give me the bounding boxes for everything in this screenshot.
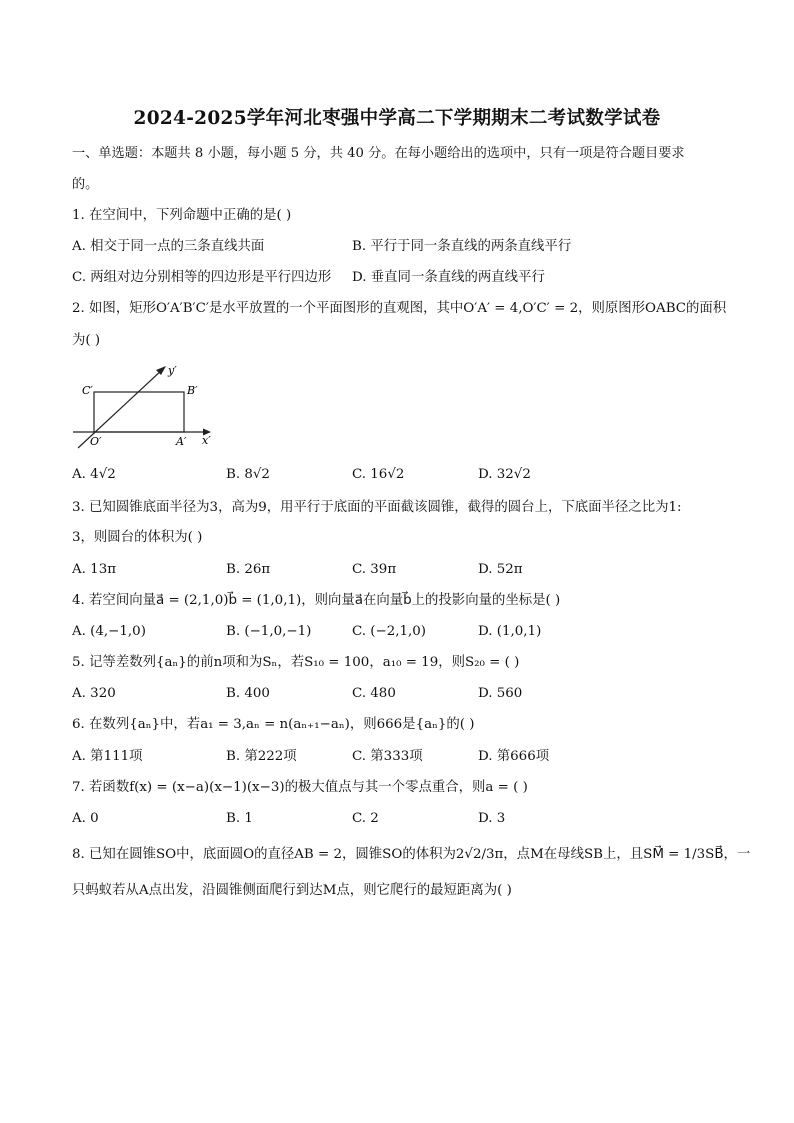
question-1-stem: 1. 在空间中，下列命题中正确的是( ) (72, 208, 292, 223)
question-6-option-a: A. 第111项 (72, 749, 143, 764)
question-6-option-d: D. 第666项 (478, 749, 550, 764)
question-1-option-a: A. 相交于同一点的三条直线共面 (72, 239, 265, 254)
question-7-option-b: B. 1 (226, 811, 253, 826)
question-4-stem: 4. 若空间向量a⃗ = (2,1,0)b⃗ = (1,0,1)，则向量a⃗在向量b⃗上的投影向量的坐标是( ) (72, 593, 561, 608)
label-x-prime: x′ (202, 434, 211, 447)
question-3-option-b: B. 26π (226, 562, 271, 577)
question-2-stem-line-2: 为( ) (72, 333, 101, 348)
question-1-option-b: B. 平行于同一条直线的两条直线平行 (352, 239, 572, 254)
question-2-option-d: D. 32√2 (478, 467, 531, 482)
question-2-option-a: A. 4√2 (72, 467, 116, 482)
section-header-line-1: 一、单选题：本题共 8 小题，每小题 5 分，共 40 分。在每小题给出的选项中，只有一项是符合题目要求 (72, 146, 685, 161)
question-4-option-d: D. (1,0,1) (478, 624, 542, 639)
question-2-figure (68, 360, 228, 450)
section-header-line-2: 的。 (72, 177, 99, 192)
question-8-stem-line-1: 8. 已知在圆锥SO中，底面圆O的直径AB = 2，圆锥SO的体积为2√2/3π，点M在母线SB上，且SM⃗ = 1/3SB⃗，一 (72, 847, 751, 862)
question-3-option-d: D. 52π (478, 562, 523, 577)
question-8-stem-line-2: 只蚂蚁若从A点出发，沿圆锥侧面爬行到达M点，则它爬行的最短距离为( ) (72, 883, 512, 898)
question-5-option-c: C. 480 (352, 686, 396, 701)
question-2-stem-line-1: 2. 如图，矩形O′A′B′C′是水平放置的一个平面图形的直观图，其中O′A′ = 4,O′C′ = 2，则原图形OABC的面积 (72, 301, 727, 316)
question-6-option-b: B. 第222项 (226, 749, 297, 764)
question-6-stem: 6. 在数列{aₙ}中，若a₁ = 3,aₙ = n(aₙ₊₁−aₙ)，则666是{aₙ}的( ) (72, 717, 475, 732)
question-7-stem: 7. 若函数f(x) = (x−a)(x−1)(x−3)的极大值点与其一个零点重合，则a = ( ) (72, 780, 528, 795)
question-3-option-c: C. 39π (352, 562, 397, 577)
question-5-option-d: D. 560 (478, 686, 523, 701)
rectangle-oabc (94, 392, 184, 432)
question-1-option-c: C. 两组对边分别相等的四边形是平行四边形 (72, 270, 332, 285)
page-title: 2024-2025学年河北枣强中学高二下学期期末二考试数学试卷 (133, 108, 661, 129)
question-5-option-b: B. 400 (226, 686, 270, 701)
question-1-option-d: D. 垂直同一条直线的两直线平行 (352, 270, 545, 285)
label-y-prime: y′ (168, 364, 177, 377)
label-a-prime: A′ (176, 435, 187, 448)
question-4-option-b: B. (−1,0,−1) (226, 624, 312, 639)
question-7-option-d: D. 3 (478, 811, 506, 826)
question-3-stem-line-2: 3，则圆台的体积为( ) (72, 530, 203, 545)
question-3-stem-line-1: 3. 已知圆锥底面半径为3，高为9，用平行于底面的平面截该圆锥，截得的圆台上，下底面半径之比为1: (72, 500, 682, 515)
question-4-option-c: C. (−2,1,0) (352, 624, 427, 639)
question-5-stem: 5. 记等差数列{aₙ}的前n项和为Sₙ，若S₁₀ = 100，a₁₀ = 19，则S₂₀ = ( ) (72, 655, 520, 670)
question-6-option-c: C. 第333项 (352, 749, 423, 764)
question-4-option-a: A. (4,−1,0) (72, 624, 146, 639)
question-7-option-c: C. 2 (352, 811, 379, 826)
question-3-option-a: A. 13π (72, 562, 117, 577)
label-c-prime: C′ (82, 384, 93, 397)
label-b-prime: B′ (187, 384, 198, 397)
question-2-option-b: B. 8√2 (226, 467, 270, 482)
question-5-option-a: A. 320 (72, 686, 116, 701)
question-7-option-a: A. 0 (72, 811, 99, 826)
question-2-option-c: C. 16√2 (352, 467, 405, 482)
label-o-prime: O′ (90, 435, 102, 448)
